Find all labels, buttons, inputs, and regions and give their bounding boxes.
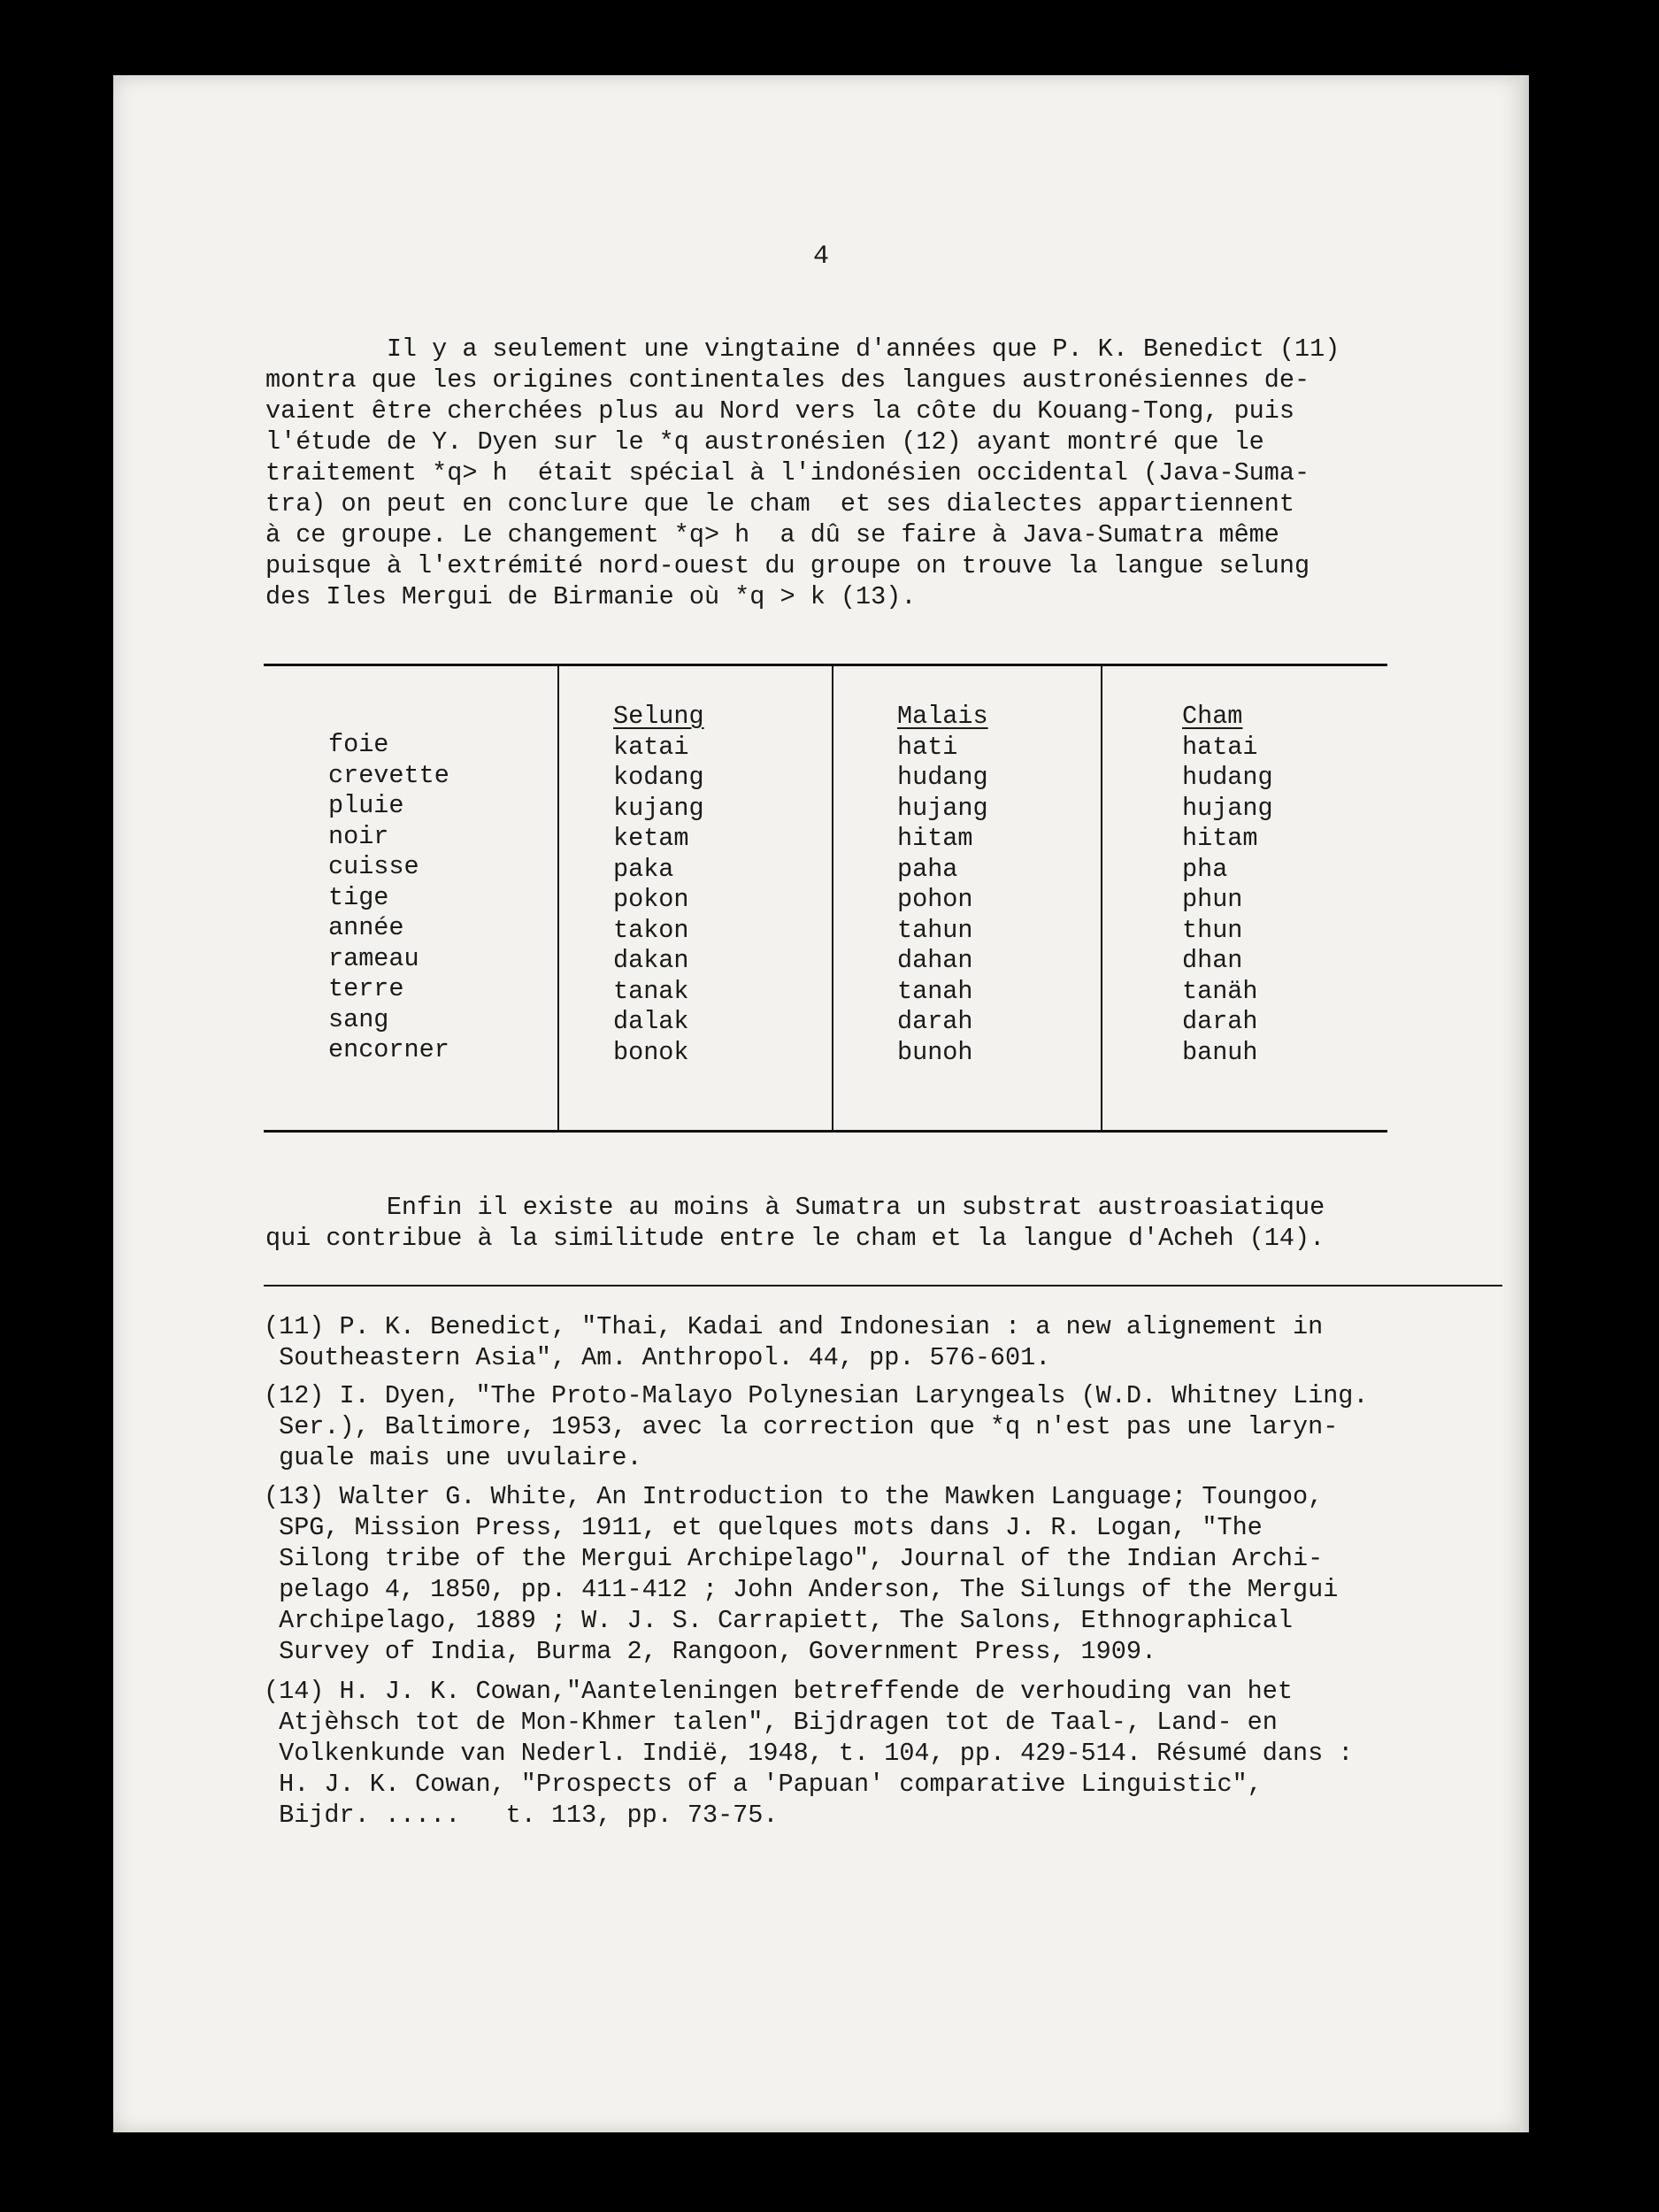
intro-line: tra) on peut en conclure que le cham et ses dialectes appartiennent — [265, 489, 1294, 518]
table-column-divider — [1101, 665, 1102, 1132]
table-cell: hitam — [1182, 824, 1258, 853]
table-top-rule — [264, 664, 1387, 666]
intro-line: à ce groupe. Le changement *q> h a dû se faire à Java-Sumatra même — [265, 520, 1279, 549]
table-cell: hudang — [897, 763, 988, 792]
table-cell: katai — [613, 732, 689, 762]
table-cell: dakan — [613, 946, 689, 975]
closing-line: Enfin il existe au moins à Sumatra un substrat austroasiatique — [265, 1193, 1325, 1222]
table-cell: hitam — [897, 824, 973, 853]
table-cell: bonok — [613, 1037, 689, 1067]
table-cell: paka — [613, 854, 674, 884]
footnote-line: pelago 4, 1850, pp. 411-412 ; John Anderson, The Silungs of the Mergui — [264, 1575, 1339, 1604]
table-cell: sang — [328, 1004, 389, 1034]
table-cell: darah — [897, 1007, 973, 1036]
page-number: 4 — [812, 242, 829, 272]
table-cell: tanah — [897, 976, 973, 1006]
table-cell: cuisse — [328, 852, 419, 881]
table-cell: hudang — [1182, 763, 1273, 792]
table-header-malais: Malais — [897, 702, 988, 731]
intro-line: l'étude de Y. Dyen sur le *q austronésien (12) ayant montré que le — [265, 427, 1264, 457]
footnote-line: (14) H. J. K. Cowan,"Aanteleningen betreffende de verhouding van het — [264, 1677, 1293, 1706]
footnote-line: (13) Walter G. White, An Introduction to the Mawken Language; Toungoo, — [264, 1482, 1324, 1511]
table-cell: dahan — [897, 946, 973, 975]
footnote-line: SPG, Mission Press, 1911, et quelques mots dans J. R. Logan, "The — [264, 1513, 1263, 1542]
table-header-cham: Cham — [1182, 702, 1243, 731]
table-cell: tige — [328, 882, 389, 912]
table-column-divider — [832, 665, 833, 1132]
table-cell: tanak — [613, 976, 689, 1006]
table-cell: terre — [328, 974, 404, 1003]
table-cell: banuh — [1182, 1037, 1258, 1067]
table-cell: phun — [1182, 885, 1243, 914]
table-column-malais — [897, 702, 988, 1068]
table-column-selung — [613, 702, 704, 1068]
table-cell: pokon — [613, 885, 689, 914]
footnote-line: Atjèhsch tot de Mon-Khmer talen", Bijdragen tot de Taal-, Land- en — [264, 1708, 1278, 1737]
footnote-line: Volkenkunde van Nederl. Indië, 1948, t. 104, pp. 429-514. Résumé dans : — [264, 1739, 1354, 1768]
footnote-line: guale mais une uvulaire. — [264, 1443, 642, 1472]
table-cell: ketam — [613, 824, 689, 853]
table-cell: paha — [897, 854, 958, 884]
footnote-line: Ser.), Baltimore, 1953, avec la correction que *q n'est pas une laryn- — [264, 1412, 1339, 1441]
table-cell: foie — [328, 730, 389, 759]
table-cell: hatai — [1182, 732, 1258, 762]
table-cell: hujang — [1182, 793, 1273, 823]
footnote-line: (12) I. Dyen, "The Proto-Malayo Polynesian Laryngeals (W.D. Whitney Ling. — [264, 1381, 1369, 1410]
table-cell: pluie — [328, 791, 404, 820]
table-cell: hati — [897, 732, 958, 762]
table-column-divider — [557, 665, 559, 1132]
table-cell: encorner — [328, 1035, 449, 1064]
table-cell: crevette — [328, 760, 449, 790]
intro-line: traitement *q> h était spécial à l'indonésien occidental (Java-Suma- — [265, 458, 1310, 488]
intro-line: Il y a seulement une vingtaine d'années que P. K. Benedict (11) — [265, 334, 1340, 364]
table-cell: pohon — [897, 885, 973, 914]
table-column-french — [328, 730, 449, 1066]
intro-line: puisque à l'extrémité nord-ouest du groupe on trouve la langue selung — [265, 551, 1310, 580]
table-bottom-rule — [264, 1130, 1387, 1133]
table-cell: rameau — [328, 943, 419, 973]
closing-line: qui contribue à la similitude entre le cham et la langue d'Acheh (14). — [265, 1224, 1325, 1253]
table-cell: kujang — [613, 793, 704, 823]
table-cell: bunoh — [897, 1037, 973, 1067]
intro-line: vaient être cherchées plus au Nord vers la côte du Kouang-Tong, puis — [265, 396, 1294, 426]
table-cell: darah — [1182, 1007, 1258, 1036]
table-cell: tahun — [897, 915, 973, 945]
footnote-line: Bijdr. ..... t. 113, pp. 73-75. — [264, 1801, 779, 1830]
table-cell: dalak — [613, 1007, 689, 1036]
table-cell: tanäh — [1182, 976, 1258, 1006]
table-cell: takon — [613, 915, 689, 945]
footnote-line: Archipelago, 1889 ; W. J. S. Carrapiett, The Salons, Ethnographical — [264, 1606, 1293, 1635]
intro-line: des Iles Mergui de Birmanie où *q > k (13). — [265, 582, 917, 611]
footnote-line: Southeastern Asia", Am. Anthropol. 44, pp. 576-601. — [264, 1343, 1051, 1372]
intro-line: montra que les origines continentales des langues austronésiennes de- — [265, 365, 1310, 395]
footnote-line: H. J. K. Cowan, "Prospects of a 'Papuan' comparative Linguistic", — [264, 1770, 1263, 1799]
table-cell: année — [328, 913, 404, 942]
table-cell: thun — [1182, 915, 1243, 945]
table-cell: hujang — [897, 793, 988, 823]
footnote-line: Survey of India, Burma 2, Rangoon, Government Press, 1909. — [264, 1637, 1157, 1666]
table-header-selung: Selung — [613, 702, 704, 731]
table-cell: dhan — [1182, 946, 1243, 975]
footnote-separator — [264, 1285, 1502, 1286]
table-cell: pha — [1182, 854, 1228, 884]
footnote-line: (11) P. K. Benedict, "Thai, Kadai and Indonesian : a new alignement in — [264, 1312, 1324, 1341]
table-column-cham — [1182, 702, 1273, 1068]
document-page — [113, 75, 1529, 2132]
table-cell: noir — [328, 821, 389, 851]
table-cell: kodang — [613, 763, 704, 792]
footnote-line: Silong tribe of the Mergui Archipelago", Journal of the Indian Archi- — [264, 1544, 1324, 1573]
